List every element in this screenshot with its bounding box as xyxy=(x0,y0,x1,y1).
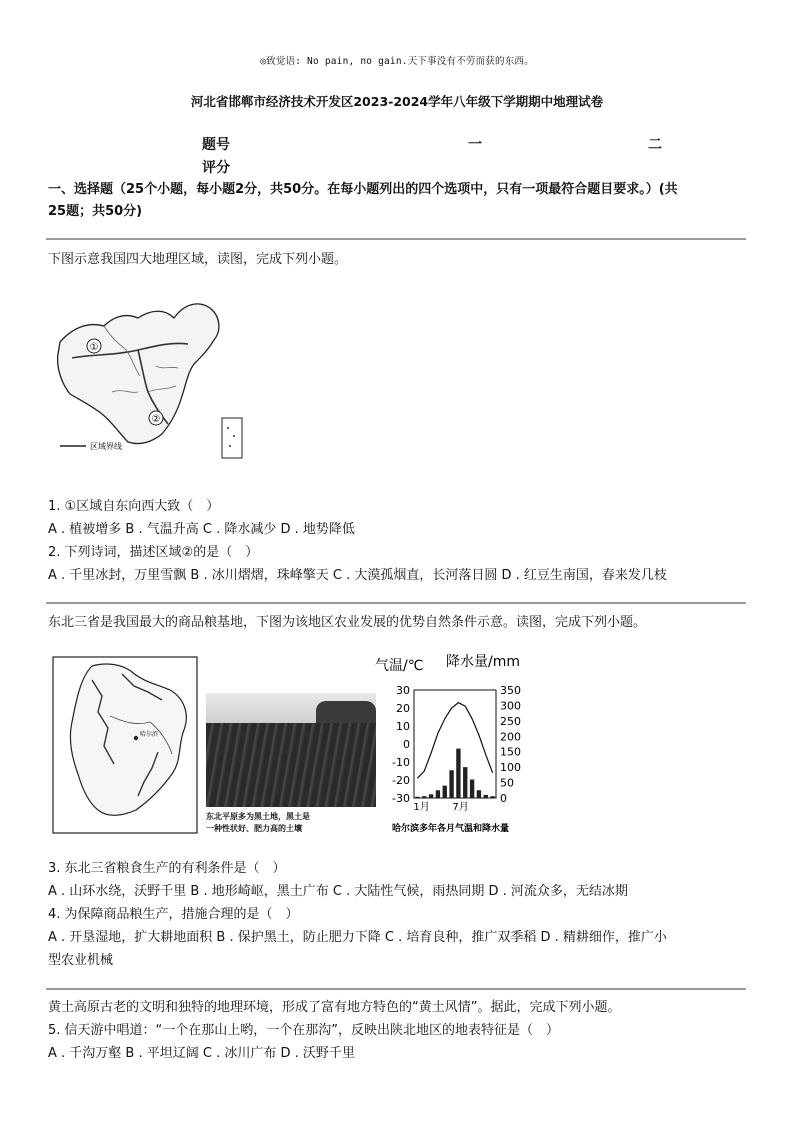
divider xyxy=(46,602,746,604)
climate-chart-svg xyxy=(372,650,542,836)
question-5-options: A . 千沟万壑 B . 平坦辽阔 C . 冰川广布 D . 沃野千里 xyxy=(48,1046,355,1061)
map-legend-label: 区域界线 xyxy=(90,442,122,451)
motto: ◎致觉语: No pain, no gain.天下事没有不劳而获的东西。 xyxy=(260,56,534,67)
precipitation-bar xyxy=(422,796,426,798)
precipitation-bar xyxy=(436,790,440,798)
photo-caption-line1: 东北平原多为黑土地，黑土是 xyxy=(206,812,310,821)
precipitation-bar xyxy=(484,795,488,798)
temperature-tick-label: -20 xyxy=(392,774,410,787)
climate-chart xyxy=(372,650,542,836)
group1-intro: 下图示意我国四大地理区域，读图，完成下列小题。 xyxy=(48,252,348,267)
question-2: 2. 下列诗词，描述区域②的是（ ） xyxy=(48,545,259,560)
question-4-options-line2: 型农业机械 xyxy=(48,953,114,968)
x-tick-jul: 7月 xyxy=(452,802,469,813)
group3-intro: 黄土高原古老的文明和独特的地理环境，形成了富有地方特色的“黄土风情”。据此，完成下列小题。 xyxy=(48,1000,621,1015)
score-table-row-label-1: 题号 xyxy=(202,137,230,153)
precipitation-bars xyxy=(415,749,495,798)
precipitation-tick-label: 50 xyxy=(500,776,514,790)
question-1-options: A . 植被增多 B . 气温升高 C . 降水减少 D . 地势降低 xyxy=(48,522,355,537)
precipitation-bar xyxy=(449,770,453,798)
section-heading-line2: 25题；共50分) xyxy=(48,204,143,219)
question-4: 4. 为保障商品粮生产，措施合理的是（ ） xyxy=(48,907,299,922)
black-soil-photo xyxy=(206,693,376,841)
question-5: 5. 信天游中唱道：“一个在那山上哟，一个在那沟”，反映出陕北地区的地表特征是（ ） xyxy=(48,1023,560,1038)
question-2-options: A . 千里冰封，万里雪飘 B . 冰川熠熠，珠峰擎天 C . 大漠孤烟直，长河落日圆 D . 红豆生南国，春来发几枝 xyxy=(48,568,667,583)
south-sea-inset xyxy=(222,418,242,458)
precipitation-tick-label: 0 xyxy=(500,792,507,805)
page-title: 河北省邯郸市经济技术开发区2023-2024学年八年级下学期期中地理试卷 xyxy=(190,94,604,109)
precipitation-tick-label: 150 xyxy=(500,745,521,759)
chart-title: 哈尔滨多年各月气温和降水量 xyxy=(392,824,510,834)
precipitation-bar xyxy=(463,767,467,798)
precipitation-tick-label: 350 xyxy=(500,684,521,697)
region-label-2: ② xyxy=(151,414,161,425)
plot-frame xyxy=(414,690,496,798)
score-table-col-2: 二 xyxy=(648,137,662,153)
precipitation-bar xyxy=(477,790,481,798)
question-1: 1. ①区域自东向西大致（ ） xyxy=(48,499,220,514)
divider xyxy=(46,988,746,990)
precipitation-bar xyxy=(490,796,494,798)
precipitation-axis-label: 降水量/mm xyxy=(446,654,520,670)
score-table-row-label-2: 评分 xyxy=(202,160,230,176)
precipitation-bar xyxy=(429,794,433,798)
temperature-tick-label: -10 xyxy=(392,756,410,769)
precipitation-tick-label: 100 xyxy=(500,761,521,775)
temperature-curve xyxy=(417,703,492,779)
section-heading-line1: 一、选择题（25个小题，每小题2分，共50分。在每小题列出的四个选项中，只有一项最符合题目要求。）(共 xyxy=(48,182,678,197)
temperature-tick-label: 30 xyxy=(396,684,410,697)
temperature-tick-label: 20 xyxy=(396,702,410,715)
precipitation-tick-label: 250 xyxy=(500,714,521,728)
x-tick-jan: 1月 xyxy=(413,802,430,813)
precipitation-tick-label: 300 xyxy=(500,699,521,713)
temperature-axis-label: 气温/℃ xyxy=(375,658,424,674)
precipitation-tick-label: 200 xyxy=(500,730,521,744)
group2-intro: 东北三省是我国最大的商品粮基地，下图为该地区农业发展的优势自然条件示意。读图，完成下列小题。 xyxy=(48,615,647,630)
china-regions-map xyxy=(52,296,248,464)
precipitation-bar xyxy=(456,749,460,798)
temperature-tick-label: -30 xyxy=(392,792,410,805)
northeast-map-figure xyxy=(52,656,198,834)
precipitation-bar xyxy=(443,786,447,798)
temperature-tick-label: 10 xyxy=(396,720,410,733)
northeast-map xyxy=(52,656,198,834)
question-3: 3. 东北三省粮食生产的有利条件是（ ） xyxy=(48,861,286,876)
region-label-1: ① xyxy=(89,342,99,353)
china-map-figure xyxy=(52,296,248,464)
photo-caption-line2: 一种性状好、肥力高的土壤 xyxy=(206,824,302,833)
divider xyxy=(46,238,746,240)
city-marker xyxy=(134,736,138,740)
precipitation-bar xyxy=(470,779,474,798)
question-3-options: A . 山环水绕，沃野千里 B . 地形崎岖，黑土广布 C . 大陆性气候，雨热同期 D . 河流众多，无结冰期 xyxy=(48,884,628,899)
question-4-options-line1: A . 开垦湿地，扩大耕地面积 B . 保护黑土，防止肥力下降 C . 培育良种，推广双季稻 D . 精耕细作，推广小 xyxy=(48,930,667,945)
precipitation-bar xyxy=(415,797,419,798)
photo-field xyxy=(206,723,376,807)
score-table-col-1: 一 xyxy=(468,137,482,153)
temperature-tick-label: 0 xyxy=(403,738,410,751)
map-city-label: 哈尔滨 xyxy=(140,731,159,738)
